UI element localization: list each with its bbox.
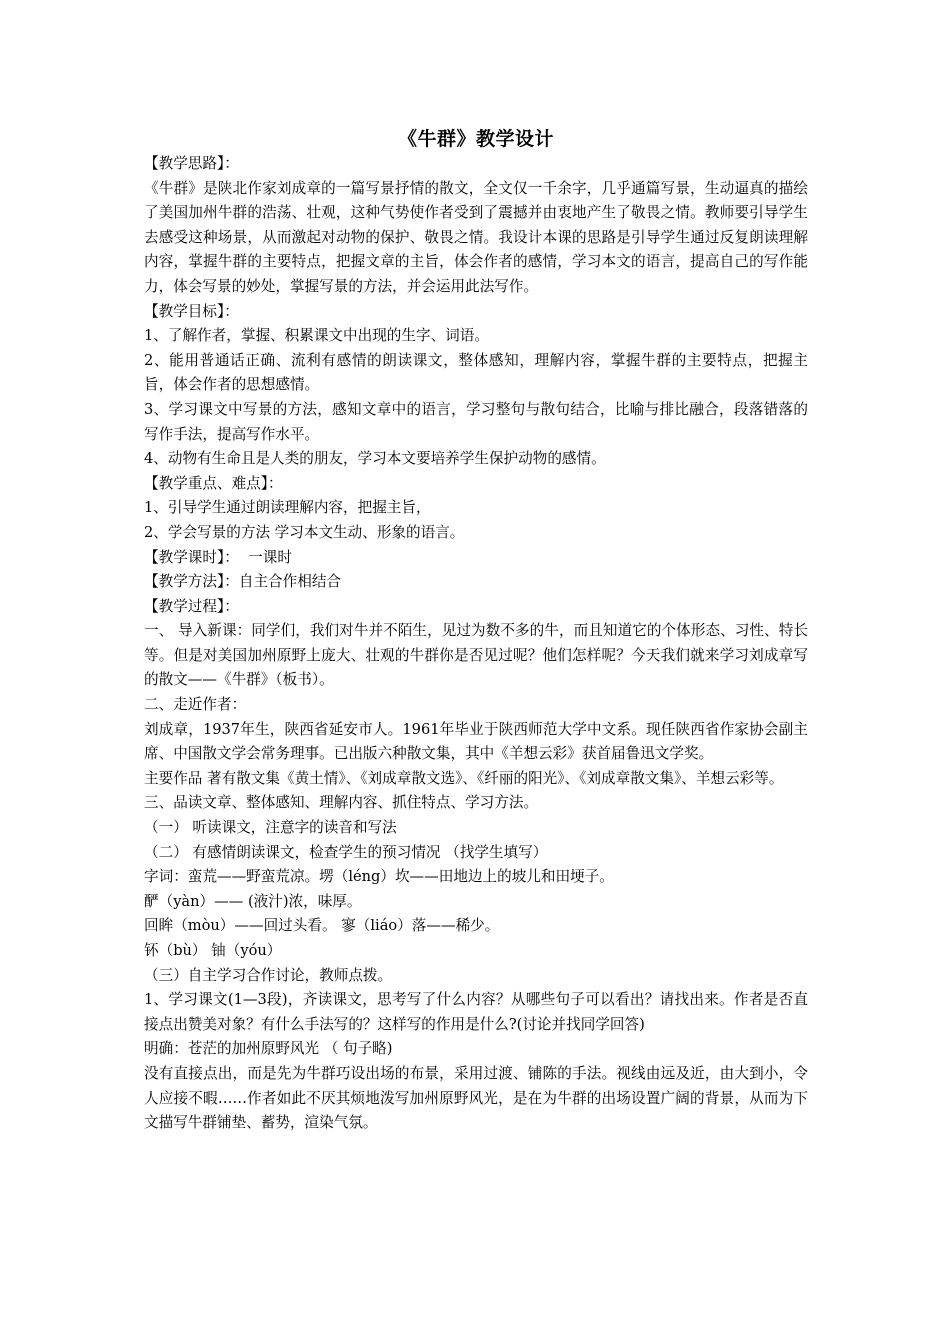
answer-clarify: 明确：苍茫的加州原野风光 （ 句子略) (144, 1040, 393, 1058)
author-bio: 刘成章，1937年生，陕西省延安市人。1961年毕业于陕西师范大学中文系。现任陕西省作家协会副主席、中国散文学会常务理事。已出版六种散文集，其中《羊想云彩》获首届鲁迅文学奖。 (144, 720, 808, 763)
vocab-line-2: 酽（yàn）—— (液汁)浓，味厚。 (144, 892, 362, 910)
process-reading-heading: 三、品读文章、整体感知、理解内容、抓住特点、学习方法。 (144, 794, 539, 812)
section-heading-teaching-method: 【教学方法】：自主合作相结合 (144, 573, 342, 591)
key-point-2: 2、学会写景的方法 学习本文生动、形象的语言。 (144, 523, 465, 541)
key-point-1: 1、引导学生通过朗读理解内容，把握主旨， (144, 499, 431, 517)
section-heading-teaching-idea: 【教学思路】： (144, 155, 239, 172)
study-question-1: 1、学习课文(1—3段)，齐读课文，思考写了什么内容？从哪些句子可以看出？请找出来。作者是否直接点出赞美对象？有什么手法写的？这样写的作用是什么?(讨论并找同学回答) (144, 991, 808, 1033)
goal-item-3: 3、学习课文中写景的方法，感知文章中的语言，学习整句与散句结合，比喻与排比融合，段落错落的写作手法，提高写作水平。 (144, 400, 808, 443)
vocab-line-4: 钚（bù） 铀（yóu） (144, 942, 282, 959)
section-heading-class-hours: 【教学课时】： 一课时 (144, 548, 292, 566)
document-title: 《牛群》教学设计 (397, 128, 554, 150)
reading-step-2: （二） 有感情朗读课文，检查学生的预习情况 （找学生填写） (144, 843, 548, 861)
section-heading-key-points: 【教学重点、难点】： (144, 474, 283, 492)
author-works: 主要作品 著有散文集《黄土情》、《刘成章散文选》、《纤丽的阳光》、《刘成章散文集》、羊想云彩等。 (144, 769, 784, 787)
section-heading-teaching-process: 【教学过程】： (144, 597, 239, 615)
paragraph-teaching-idea: 《牛群》是陕北作家刘成章的一篇写景抒情的散文，全文仅一千余字，几乎通篇写景，生动逼真的描绘了美国加州牛群的浩荡、壮观，这种气势使作者受到了震撼并由衷地产生了敬畏之情。教师要引导学生去感受这种场景，从而激起对动物的保护、敬畏之情。我设计本课的思路是引导学生通过反复朗读理解内容，掌握牛群的主要特点，把握文章的主旨，体会作者的感情，学习本文的语言，提高自己的写作能力，体会写景的妙处，掌握写景的方法，并会运用此法写作。 (144, 179, 808, 295)
document-page (144, 126, 808, 1136)
reading-step-3: （三）自主学习合作讨论，教师点拨。 (144, 966, 393, 984)
goal-item-2: 2、能用普通话正确、流利有感情的朗读课文，整体感知，理解内容，掌握牛群的主要特点，把握主旨，体会作者的思想感情。 (144, 351, 808, 394)
vocab-line-3: 回眸（mòu）——回过头看。 寥（liáo）落——稀少。 (144, 917, 500, 935)
answer-explanation: 没有直接点出，而是先为牛群巧设出场的布景，采用过渡、铺陈的手法。视线由远及近，由大到小，令人应接不暇……作者如此不厌其烦地泼写加州原野风光，是在为牛群的出场设置广阔的背景，从而为下文描写牛群铺垫、蓄势，渲染气氛。 (144, 1064, 808, 1132)
reading-step-1: （一） 听读课文，注意字的读音和写法 (144, 819, 397, 837)
process-author-heading: 二、走近作者： (144, 696, 247, 714)
section-heading-teaching-goals: 【教学目标】： (144, 302, 239, 320)
vocab-line-1: 字词：蛮荒——野蛮荒凉。塄（léng）坎——田地边上的坡儿和田埂子。 (144, 868, 614, 886)
goal-item-4: 4、动物有生命且是人类的朋友，学习本文要培养学生保护动物的感情。 (144, 450, 606, 468)
goal-item-1: 1、了解作者，掌握、积累课文中出现的生字、词语。 (144, 327, 489, 345)
process-intro: 一、 导入新课：同学们，我们对牛并不陌生，见过为数不多的牛，而且知道它的个体形态、习性、特长等。但是对美国加州原野上庞大、壮观的牛群你是否见过呢？他们怎样呢？今天我们就来学习刘成章写的散文——《牛群》（板书）。 (144, 622, 808, 689)
